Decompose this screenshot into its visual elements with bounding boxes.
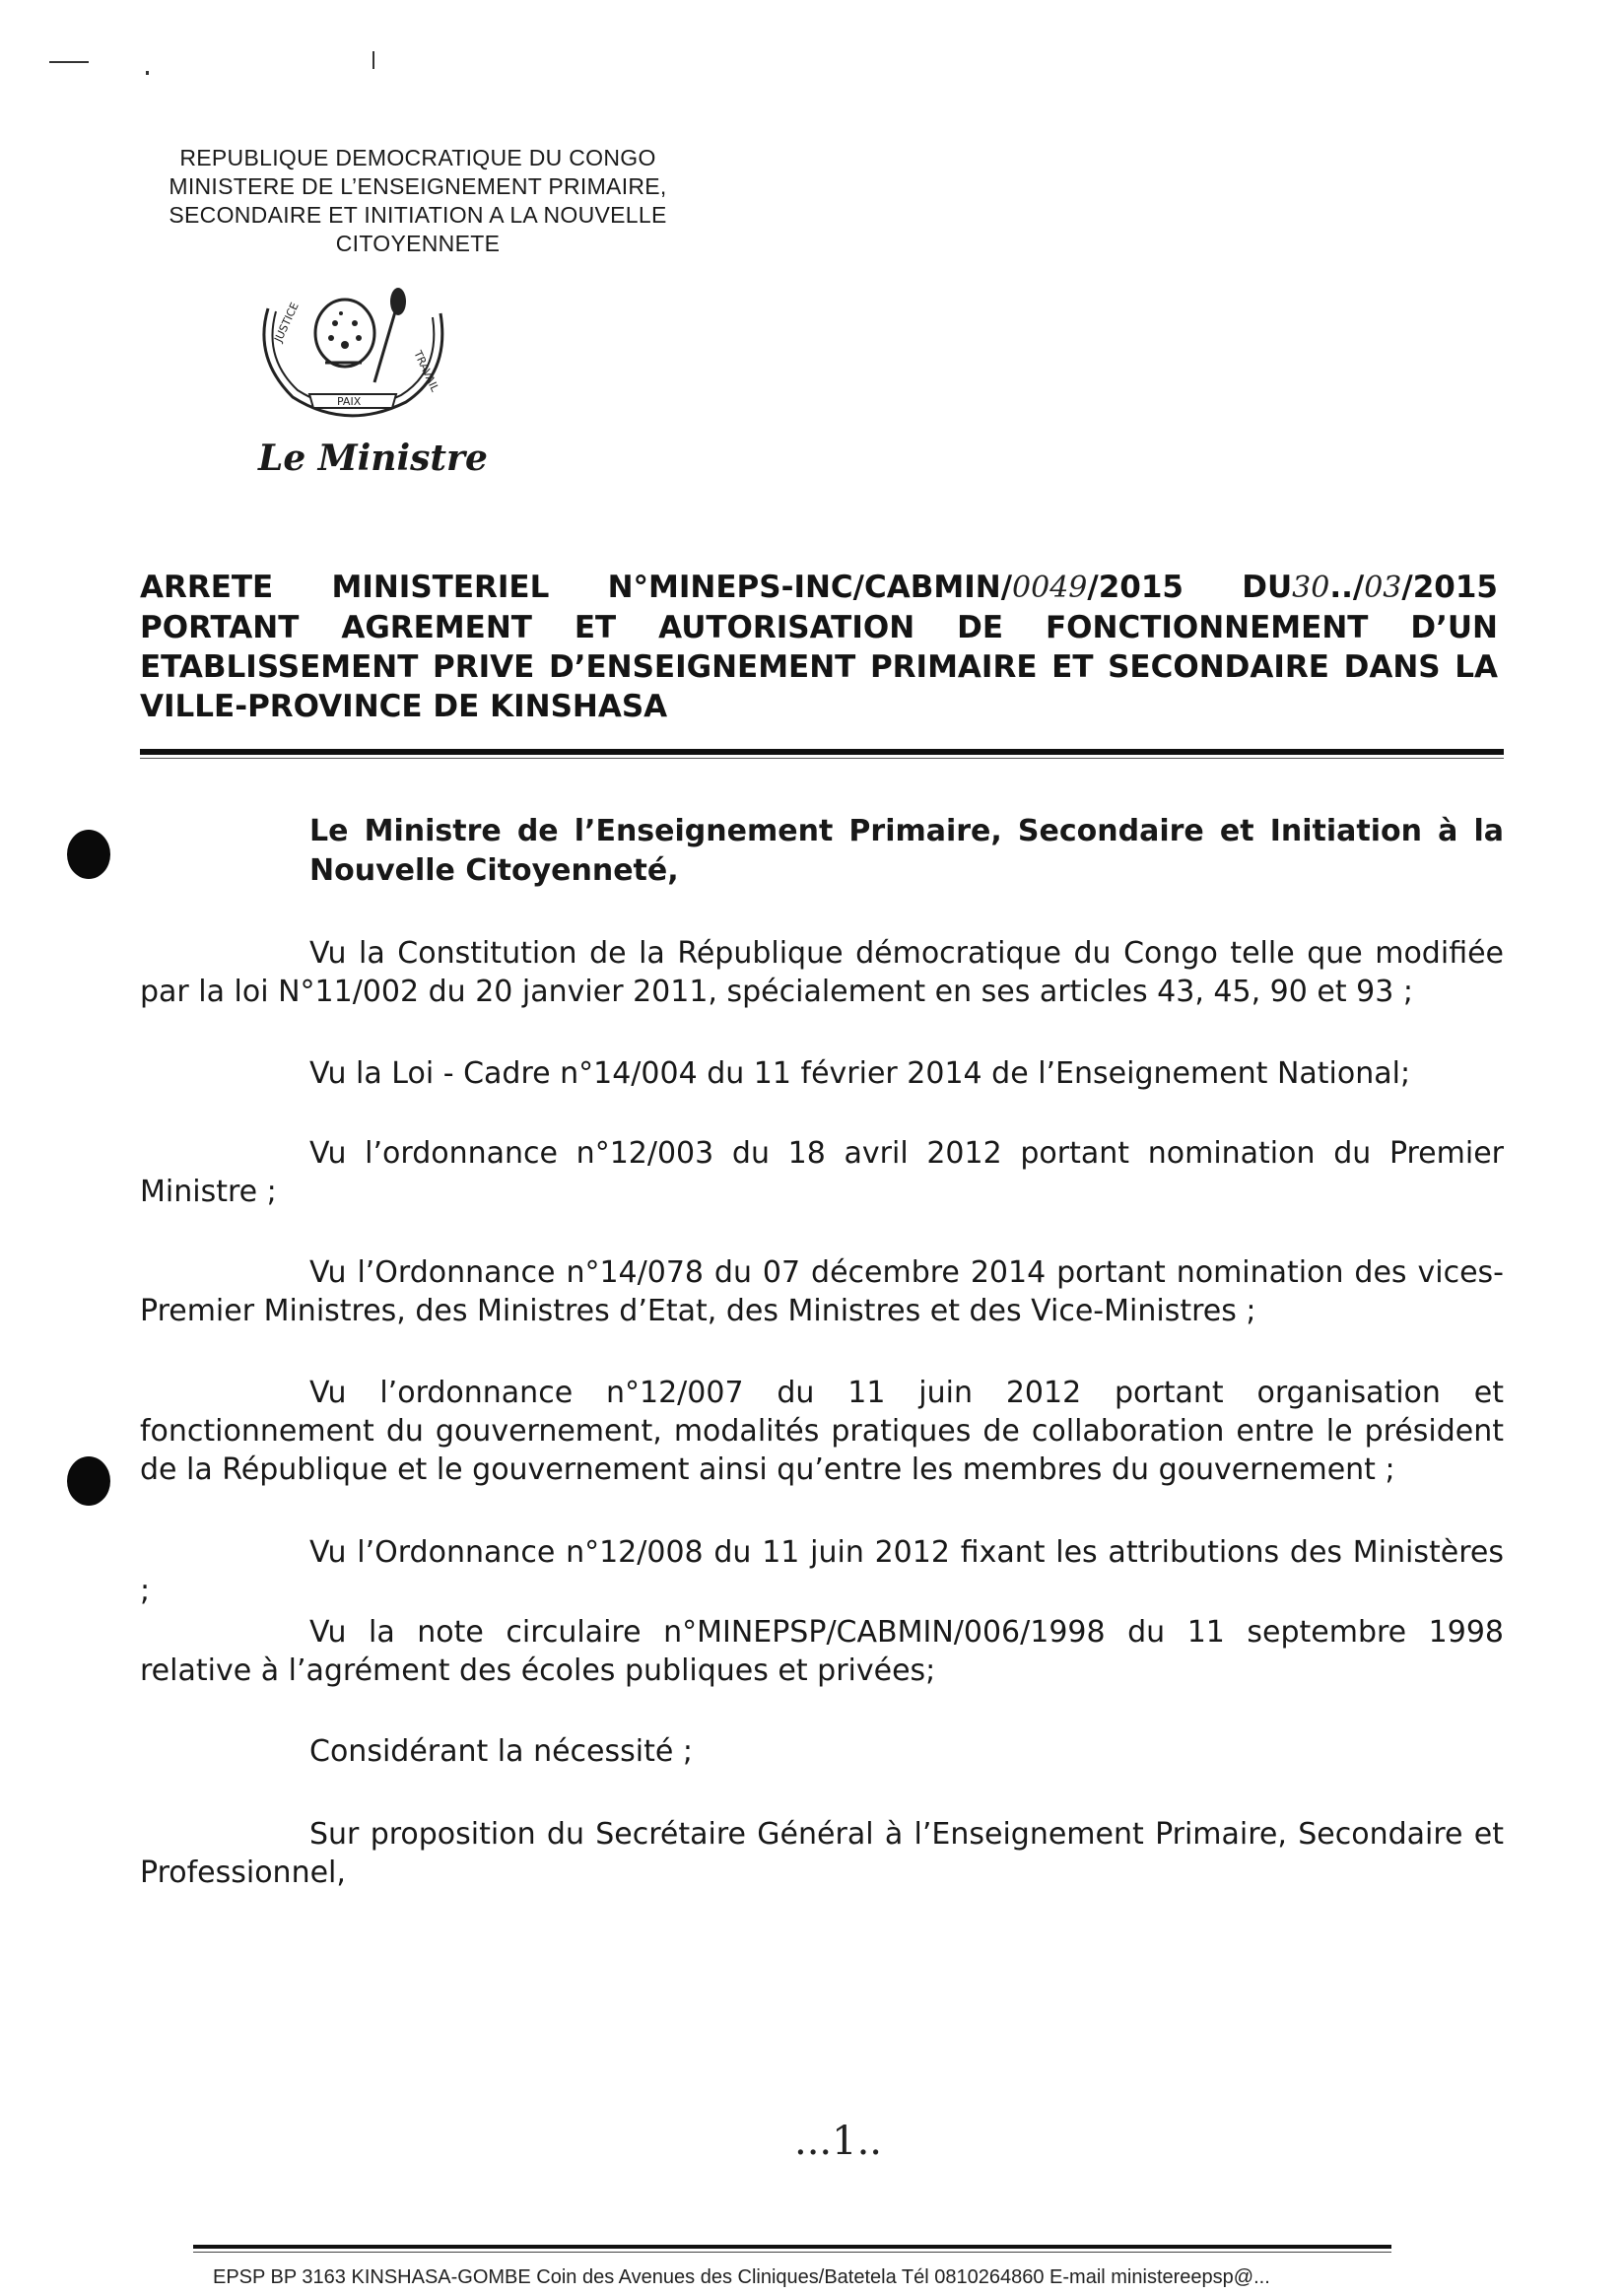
handwritten-day: 30 [1292, 571, 1330, 605]
handwritten-decree-number: 0049 [1012, 571, 1088, 605]
recital-ordonnance-gouvernement: Vu l’ordonnance n°12/007 du 11 juin 2012 portant organisation et fonctionnement du gouvernement, modalités pratiques de collaboration entre le président de la République et le gouvernement ainsi qu’entre les membres du gouvernement ; [140, 1376, 1504, 1487]
footer-divider-thin [193, 2252, 1391, 2253]
footer-divider [193, 2245, 1391, 2249]
signatory-title: Le Ministre [258, 438, 488, 479]
header-ministry-line1: MINISTERE DE L’ENSEIGNEMENT PRIMAIRE, [169, 173, 667, 199]
scan-speck [146, 71, 149, 75]
recital-proposition: Sur proposition du Secrétaire Général à l’Enseignement Primaire, Secondaire et Professionnel, [140, 1817, 1504, 1890]
recital-loi-cadre: Vu la Loi - Cadre n°14/004 du 11 février 2014 de l’Enseignement National; [309, 1056, 1411, 1091]
footer-address: EPSP BP 3163 KINSHASA-GOMBE Coin des Avenues des Cliniques/Batetela Tél 0810264860 E-mail ministereepsp@... [213, 2266, 1270, 2288]
scan-speck [372, 51, 374, 69]
decree-ref-prefix: ARRETE MINISTERIEL N°MINEPS-INC/CABMIN/ [140, 570, 1013, 605]
decree-title-line2: PORTANT AGREMENT ET AUTORISATION DE FONCTIONNEMENT D’UN [140, 610, 1498, 645]
handwritten-month: 03 [1364, 571, 1402, 605]
header-ministry-line3: CITOYENNETE [335, 231, 501, 256]
scan-speck [49, 61, 89, 63]
punch-hole-mark [67, 830, 110, 879]
decree-title-line3: ETABLISSEMENT PRIVE D’ENSEIGNEMENT PRIMAIRE ET SECONDAIRE DANS LA [140, 649, 1498, 685]
recital-considerant: Considérant la nécessité ; [309, 1734, 693, 1769]
recital-ordonnance-ministres: Vu l’Ordonnance n°14/078 du 07 décembre 2014 portant nomination des vices-Premier Ministres, des Ministres d’Etat, des Ministres et des Vice-Ministres ; [140, 1255, 1504, 1328]
emblem-motto-right: TRAVAIL [411, 348, 441, 394]
header-ministry-line2: SECONDAIRE ET INITIATION A LA NOUVELLE [169, 202, 667, 228]
ministry-header [132, 144, 704, 258]
intro-paragraph: Le Ministre de l’Enseignement Primaire, Secondaire et Initiation à la Nouvelle Citoyenneté, [309, 814, 1504, 888]
recital-ordonnance-attributions: Vu l’Ordonnance n°12/008 du 11 juin 2012 fixant les attributions des Ministères ; [140, 1535, 1504, 1608]
decree-date-sep: ../ [1329, 570, 1365, 605]
decree-title-line4: VILLE-PROVINCE DE KINSHASA [140, 689, 668, 724]
recital-note-circulaire: Vu la note circulaire n°MINEPSP/CABMIN/006/1998 du 11 septembre 1998 relative à l’agrément des écoles publiques et privées; [140, 1615, 1504, 1688]
header-country: REPUBLIQUE DEMOCRATIQUE DU CONGO [179, 145, 656, 170]
coat-of-arms-emblem [248, 284, 465, 432]
recital-ordonnance-premier-ministre: Vu l’ordonnance n°12/003 du 18 avril 2012 portant nomination du Premier Ministre ; [140, 1136, 1504, 1209]
title-divider [140, 749, 1504, 755]
emblem-motto-bottom: PAIX [337, 395, 362, 408]
decree-ref-mid: /2015 DU [1087, 570, 1293, 605]
emblem-motto-left: JUSTICE [271, 300, 302, 345]
title-divider-thin [140, 758, 1504, 759]
decree-title [140, 568, 1498, 726]
decree-ref-year: /2015 [1401, 570, 1498, 605]
decree-title-line1 [140, 568, 1498, 608]
recital-constitution: Vu la Constitution de la République démocratique du Congo telle que modifiée par la loi N°11/002 du 20 janvier 2011, spécialement en ses articles 43, 45, 90 et 93 ; [140, 936, 1504, 1009]
page-continuation-mark: ...1.. [794, 2119, 883, 2164]
punch-hole-mark [67, 1456, 110, 1506]
